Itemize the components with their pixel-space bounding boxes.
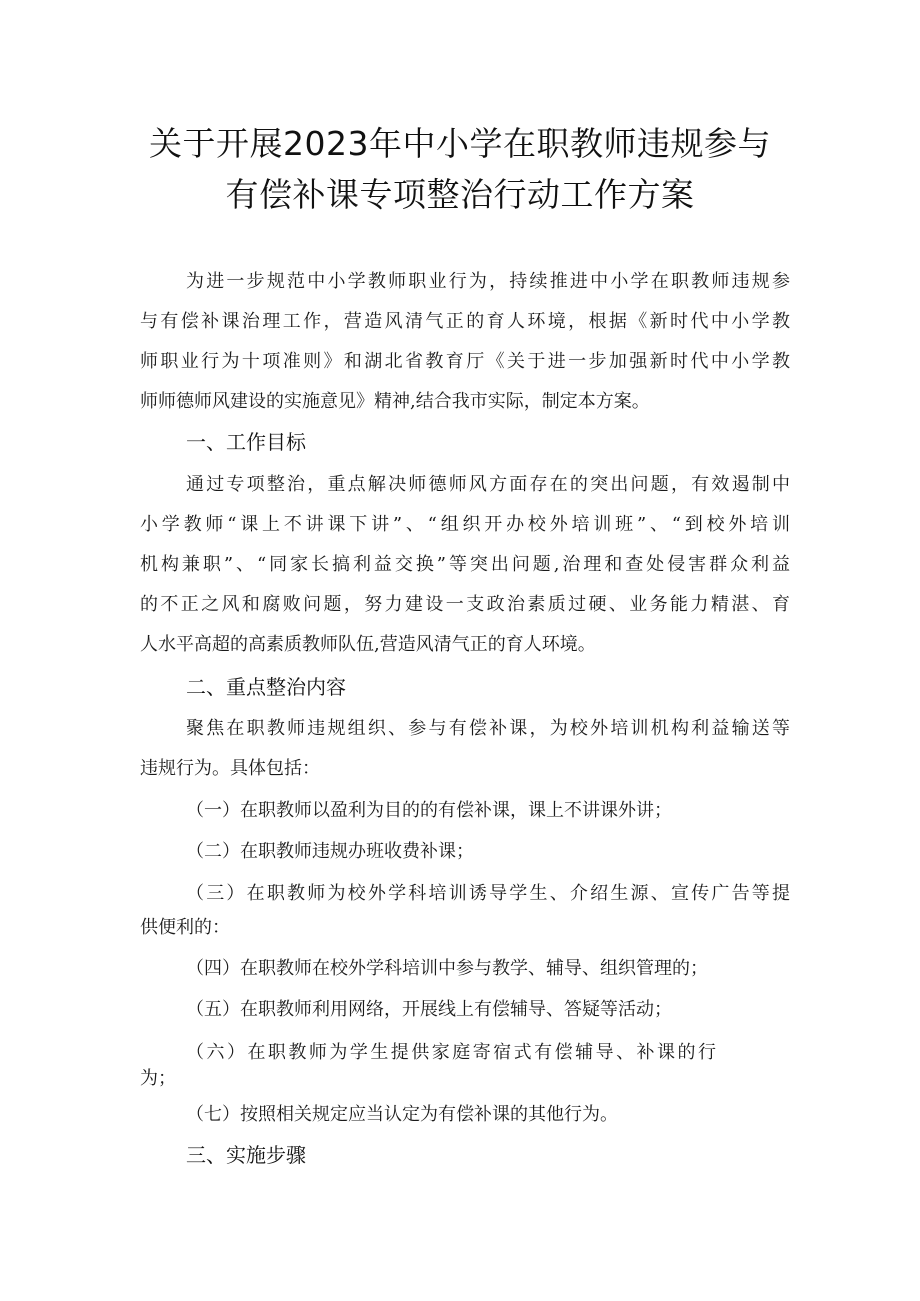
- intro-line: 与有偿补课治理工作，营造风清气正的育人环境，根据《新时代中小学教: [140, 311, 790, 332]
- intro-line: 师师德师风建设的实施意见》精神,结合我市实际，制定本方案。: [140, 391, 650, 412]
- section1-line: 人水平高超的高素质教师队伍,营造风清气正的育人环境。: [140, 634, 596, 655]
- section2-line: 聚焦在职教师违规组织、参与有偿补课，为校外培训机构利益输送等: [186, 718, 790, 739]
- section-heading-goals: 一、工作目标: [186, 430, 306, 454]
- list-item: （七）按照相关规定应当认定为有偿补课的其他行为。: [186, 1104, 618, 1125]
- doc-title-line-2: 有偿补课专项整治行动工作方案: [225, 175, 695, 214]
- list-item: （五）在职教师利用网络，开展线上有偿辅导、答疑等活动；: [186, 999, 672, 1020]
- doc-title-line-1: 关于开展2023年中小学在职教师违规参与: [149, 124, 771, 163]
- section-heading-focus: 二、重点整治内容: [186, 675, 346, 699]
- section2-line: 违规行为。具体包括：: [140, 758, 320, 779]
- list-item: （二）在职教师违规办班收费补课；: [186, 841, 474, 862]
- list-item: （三）在职教师为校外学科培训诱导学生、介绍生源、宣传广告等提: [186, 883, 790, 904]
- list-item-continued: 为；: [140, 1068, 176, 1089]
- intro-line: 为进一步规范中小学教师职业行为，持续推进中小学在职教师违规参: [186, 271, 790, 292]
- list-item-continued: 供便利的：: [140, 917, 230, 938]
- section1-line: 小学教师“课上不讲课下讲”、“组织开办校外培训班”、“到校外培训: [140, 514, 790, 535]
- intro-line: 师职业行为十项准则》和湖北省教育厅《关于进一步加强新时代中小学教: [140, 351, 790, 372]
- list-item: （一）在职教师以盈利为目的的有偿补课，课上不讲课外讲；: [186, 800, 672, 821]
- list-item: （四）在职教师在校外学科培训中参与教学、辅导、组织管理的；: [186, 958, 708, 979]
- section1-line: 通过专项整治，重点解决师德师风方面存在的突出问题，有效遏制中: [186, 474, 790, 495]
- section1-line: 机构兼职”、“同家长搞利益交换”等突出问题,治理和查处侵害群众利益: [140, 554, 790, 575]
- section1-line: 的不正之风和腐败问题，努力建设一支政治素质过硬、业务能力精湛、育: [140, 594, 790, 615]
- section-heading-steps: 三、实施步骤: [186, 1143, 306, 1167]
- list-item: （六）在职教师为学生提供家庭寄宿式有偿辅导、补课的行: [186, 1042, 716, 1063]
